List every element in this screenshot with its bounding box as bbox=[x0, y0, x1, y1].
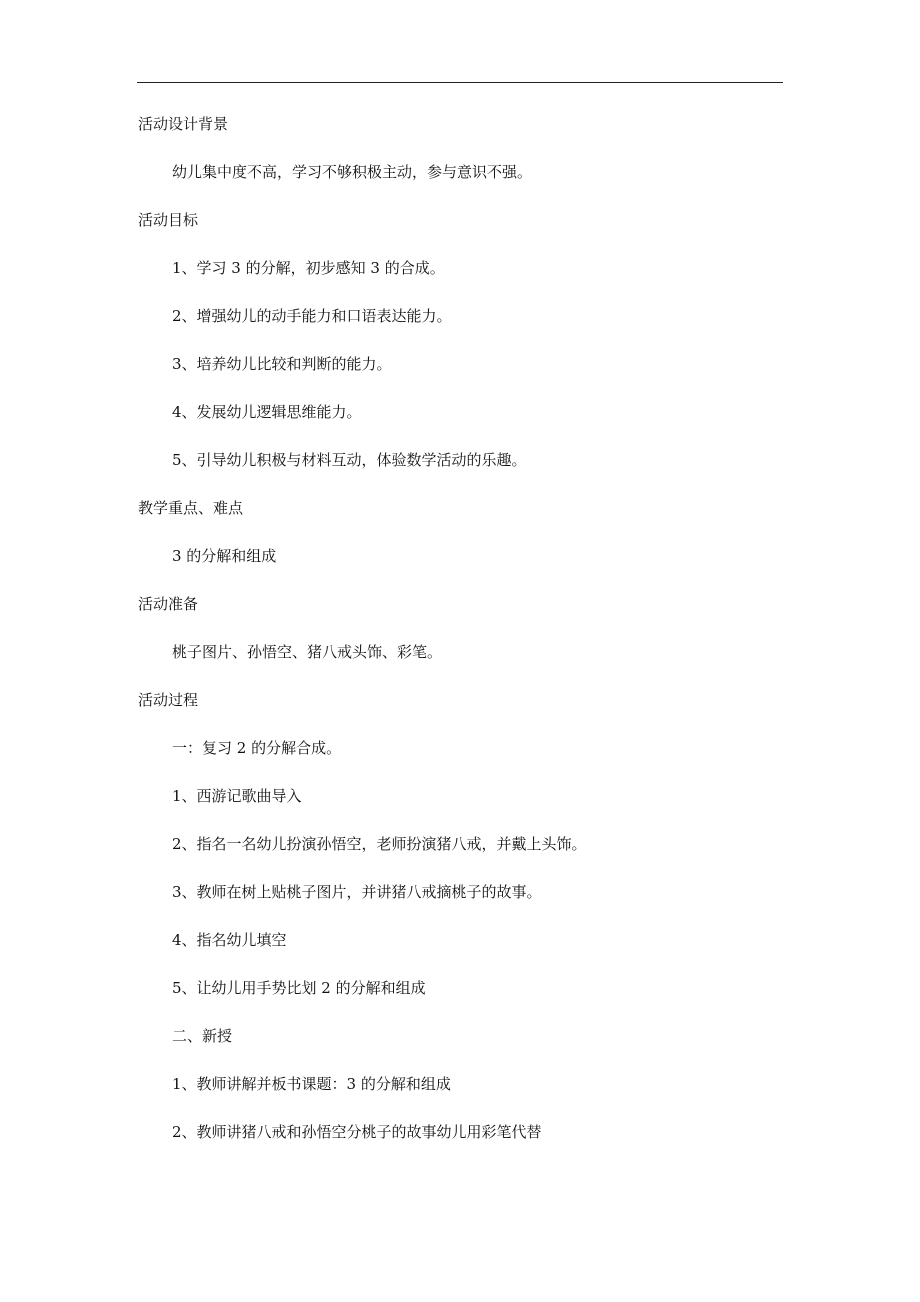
process-item-5: 5、让幼儿用手势比划 2 的分解和组成 bbox=[172, 979, 426, 997]
section-heading-key-points: 教学重点、难点 bbox=[138, 499, 244, 517]
process-item-1: 1、西游记歌曲导入 bbox=[172, 787, 302, 805]
header-rule bbox=[137, 82, 783, 83]
process-item-4: 4、指名幼儿填空 bbox=[172, 931, 287, 949]
new-lesson-item-2: 2、教师讲猪八戒和孙悟空分桃子的故事幼儿用彩笔代替 bbox=[172, 1123, 542, 1141]
goal-item-1: 1、学习 3 的分解，初步感知 3 的合成。 bbox=[172, 259, 445, 277]
paragraph-background: 幼儿集中度不高，学习不够积极主动，参与意识不强。 bbox=[172, 163, 533, 181]
process-item-2: 2、指名一名幼儿扮演孙悟空，老师扮演猪八戒，并戴上头饰。 bbox=[172, 835, 587, 853]
section-heading-background: 活动设计背景 bbox=[138, 115, 229, 133]
process-step-review: 一：复习 2 的分解合成。 bbox=[172, 739, 342, 757]
section-heading-preparation: 活动准备 bbox=[138, 595, 199, 613]
paragraph-key-points: 3 的分解和组成 bbox=[172, 547, 277, 565]
process-item-3: 3、教师在树上贴桃子图片，并讲猪八戒摘桃子的故事。 bbox=[172, 883, 542, 901]
paragraph-preparation: 桃子图片、孙悟空、猪八戒头饰、彩笔。 bbox=[172, 643, 443, 661]
goal-item-2: 2、增强幼儿的动手能力和口语表达能力。 bbox=[172, 307, 452, 325]
goal-item-4: 4、发展幼儿逻辑思维能力。 bbox=[172, 403, 362, 421]
section-heading-process: 活动过程 bbox=[138, 691, 199, 709]
goal-item-3: 3、培养幼儿比较和判断的能力。 bbox=[172, 355, 392, 373]
process-step-new-lesson: 二、新授 bbox=[172, 1027, 233, 1045]
section-heading-goals: 活动目标 bbox=[138, 211, 199, 229]
new-lesson-item-1: 1、教师讲解并板书课题：3 的分解和组成 bbox=[172, 1075, 451, 1093]
goal-item-5: 5、引导幼儿积极与材料互动，体验数学活动的乐趣。 bbox=[172, 451, 527, 469]
